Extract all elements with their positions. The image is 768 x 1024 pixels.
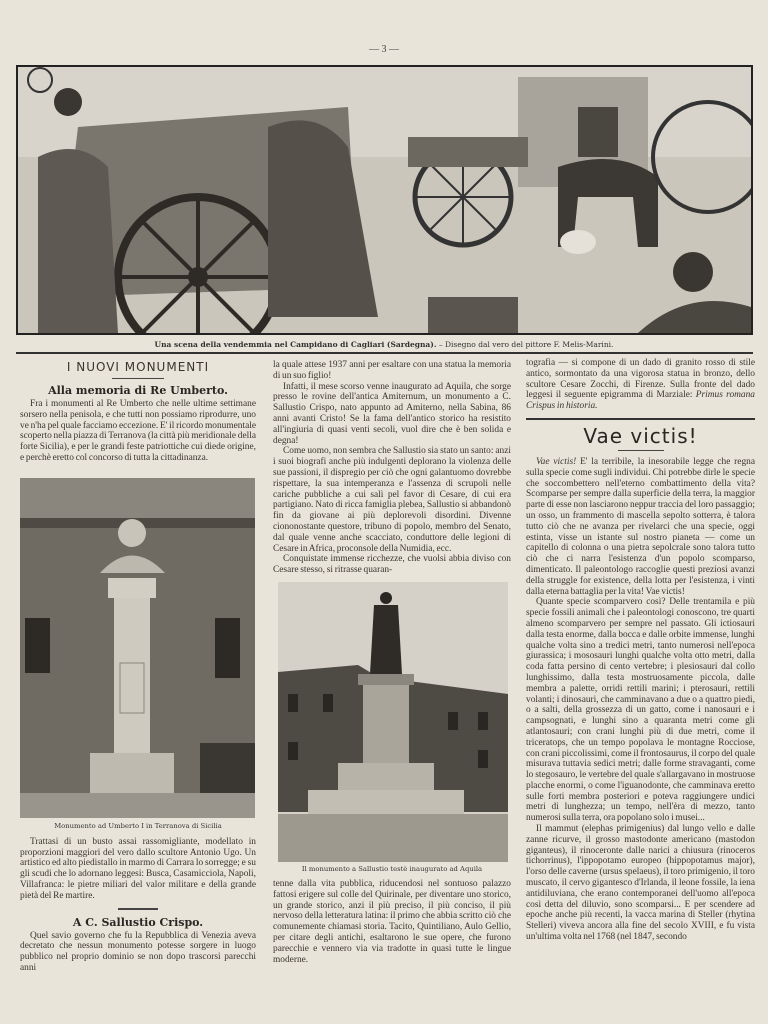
article-paragraph: Il mammut (elephas primigenius) dal lungo vello e dalle zanne ricurve, il grosso mastodonte americano (mastodon giganteus), il rinoceronte dalle narici a chiusura (rinoceros tichorrinus), l'ippopotamo europeo (hippopotamus major), l'orso delle caverne (ursus spelaeus), il toro primigenio, il toro muscato, il cervo gigantesco d'Irlanda, il leone fossile, la iena antidiluviana, che erano contemporanei dell'uomo all'epoca così detta del diluvio, sono scomparsi... E per scendere ad epoche anche più recenti, la vacca marina di Steller (rhytina Stelleri) viveva ancora alla fine del secolo XVIII, e fu vista un'ultima volta nel 1768 (nel 1847, secondo bbox=[526, 824, 755, 943]
harvest-scene-drawing bbox=[18, 67, 751, 333]
umberto-monument-photo bbox=[20, 478, 255, 818]
column-2 bbox=[273, 360, 511, 965]
article-paragraph: Infatti, il mese scorso venne inaugurato ad Aquila, che sorge presso le rovine dell'antica Amiternum, un monumento a C. Sallustio Crispo, nato appunto ad Amiterno, nella Sabina, 86 anni avanti Cristo! Se la fama dell'antico storico ha resistito all'ingiuria di quasi venti secoli, vuol dire che è ben solida e degna! bbox=[273, 381, 511, 446]
sallustio-monument-photo bbox=[278, 582, 508, 862]
article-paragraph: Fra i monumenti al Re Umberto che nelle ultime settimane sorsero nella penisola, e che tutti non possiamo riprodurre, uno ve n'ha pel quale facciamo eccezione. E' il ricordo monumentale scoperto nella piazza di Terranova (la città più meridionale della forte Sicilia), e per le grandi feste patriottiche cui diede origine, e perchè eretto col concorso di tutta la cittadinanza. bbox=[20, 399, 256, 463]
article-paragraph: Quante specie scomparvero così? Delle trentamila e più specie fossili animali che i paleontologi conoscono, tre quarti almeno scomparvero per sempre nel passato. Gli ictiosauri dalla testa enorme, dalla bocca e dalle orbite immense, lunghi qualche volta sino a tredici metri, tanto numerosi nell'epoca giurassica; i mososauri lunghi qualche volta otto metri, dalla coda fatta persino di cento vertebre; i plesiosauri dal collo lunghissimo, dalla testa mostruosamente piccola, dalle membra a palette, orridi rettili marini; i pterosauri, rettili volanti; i dinosauri, che camminavano a due o a quattro piedi, o a salti, della grossezza di un gatto, come i nanosauri e i campsognati, e lunghi sino a quaranta metri come gli atlantosauri; con crani lunghi più di due metri, come il triceratops, che un tempo popolava le montagne Rocciose, con crani piccolissimi, come il frontosaurus, il corpo del quale misurava tuttavia sedici metri; dalle forme stravaganti, come lo stegosauro, le vertebre del quale s'allargavano in mostruose placche enormi, o come l'iguanodonte, che camminava eretto sulle forti membra posteriori e poteva raggiungere undici metri di lunghezza; un tempo, nell'èra di mezzo, tanto numerosi sulla terra, ora popolano solo i musei... bbox=[526, 597, 755, 824]
epigram: Primus romana Crispus in historia. bbox=[526, 390, 755, 412]
section-heading: I NUOVI MONUMENTI bbox=[66, 360, 210, 374]
vintage-harvest-illustration bbox=[16, 65, 753, 335]
column-1 bbox=[20, 360, 256, 974]
monument-photo-drawing bbox=[20, 478, 255, 818]
article-paragraph bbox=[526, 457, 755, 597]
paragraph-text: tografia — si compone di un dado di granito rosso di stile antico, sormontato da una vigorosa statua in bronzo, dello scultore Cesare Zocchi, di Firenze. Sulla fronte del dado leggesi il seguente epigramma di Marziale: bbox=[526, 358, 755, 401]
italic-phrase: Vae victis! bbox=[536, 456, 577, 467]
article-paragraph bbox=[526, 358, 755, 412]
column-3 bbox=[526, 358, 755, 943]
photo-caption: Il monumento a Sallustio testè inaugurato ad Aquila bbox=[301, 864, 483, 873]
caption-title: Una scena della vendemmia nel Campidano di Cagliari (Sardegna). bbox=[154, 340, 437, 349]
illustration-caption bbox=[0, 340, 768, 349]
ornament-divider bbox=[118, 908, 158, 910]
caption-credit: – Disegno dal vero del pittore F. Melis-Marini. bbox=[436, 340, 614, 349]
article-paragraph: Conquistate immense ricchezze, che vuolsi abbia diviso con Cesare stesso, si ritrasse quaran- bbox=[273, 554, 511, 576]
title-rule bbox=[618, 450, 664, 451]
article-paragraph: Come uomo, non sembra che Sallustio sia stato un santo: anzi i suoi biografi anche più indulgenti deplorano la violenza delle sue passioni, il dispregio per ciò che ogni galantuomo dovrebbe rispettare, la sua intemperanza e l'assenza di scrupoli nelle cariche pubbliche a cui salì pel favor di Cesare, di cui era partigiano. Nato di ricca famiglia plebea, Sallustio si abbandonò fin da giovane ai più deplorevoli disordini. Divenne ciononostante questore, tribuno di popolo, membro del Senato, dal quale venne anche scacciato, conduttore delle legioni di Cesare in Africa, proconsole della Numidia, ecc. bbox=[273, 446, 511, 554]
heading-rule bbox=[112, 378, 164, 379]
page-number: — 3 — bbox=[369, 44, 399, 55]
article-subheading: A C. Sallustio Crispo. bbox=[72, 915, 204, 929]
article-paragraph: Quel savio governo che fu la Repubblica di Venezia aveva decretato che nessun monumento potesse sorgere in luogo pubblico nel proprio dominio se non dopo trascorsi parecchi anni bbox=[20, 930, 256, 973]
section-divider bbox=[526, 418, 755, 420]
article-paragraph: tenne dalla vita pubblica, riducendosi nel sontuoso palazzo fattosi erigere sul colle del Quirinale, per diventare uno storico, un grande storico, anzi il più preciso, il più conciso, il più nervoso della letteratura latina: il primo che abbia scritto ciò che comunemente chiamasi storia. Tacito, Quintiliano, Aulo Gellio, per citare degli antichi, esaltarono le sue opere, che furono parecchie e vennero via via tradotte in quasi tutte le lingue moderne. bbox=[273, 878, 511, 965]
article-paragraph: la quale attese 1937 anni per esaltare con una statua la memoria di un suo figlio! bbox=[273, 360, 511, 381]
article-subheading: Alla memoria di Re Umberto. bbox=[48, 384, 228, 397]
paragraph-text: E' la terribile, la inesorabile legge che regna sulla specie come sugli individui. Chi potrebbe dirle le specie che soccombettero nell'eterno combattimento della vita? Scomparse per sempre dalla superficie della terra, la maggior parte di esse non lasciarono neppur traccia del loro passaggio; un osso, un frammento di mascella sepolto sotterra, è talora tutto ciò che ne avanza per rivelarci che una specie, oggi estinta, visse un istante sul nostro pianeta — come un capitello di colonna o una pietra sepolcrale sono talora tutto ciò che ci narra l'esistenza d'un popolo scomparso, dimenticato. Il paleontologo raccoglie questi preziosi avanzi della struggle for existence, della lotta per l'esistenza, i vinti dalla eterna battaglia per la vita! Vae victis! bbox=[526, 456, 755, 597]
article-paragraph: Trattasi di un busto assai rassomigliante, modellato in proporzioni maggiori del vero dallo scultore Antonio Ugo. Un artistico ed alto piedistallo in marmo di Carrara lo sorregge; e su gli scudi che lo adornano leggesi: Busca, Casamicciola, Napoli, Villafranca: le pietre miliari del valor militare e della grande pietà del Re martire. bbox=[20, 836, 256, 901]
photo-caption: Monumento ad Umberto I in Terranova di Sicilia bbox=[54, 821, 222, 830]
section-divider bbox=[16, 352, 753, 354]
monument-photo-drawing bbox=[278, 582, 508, 862]
article-title: Vae victis! bbox=[583, 423, 698, 448]
